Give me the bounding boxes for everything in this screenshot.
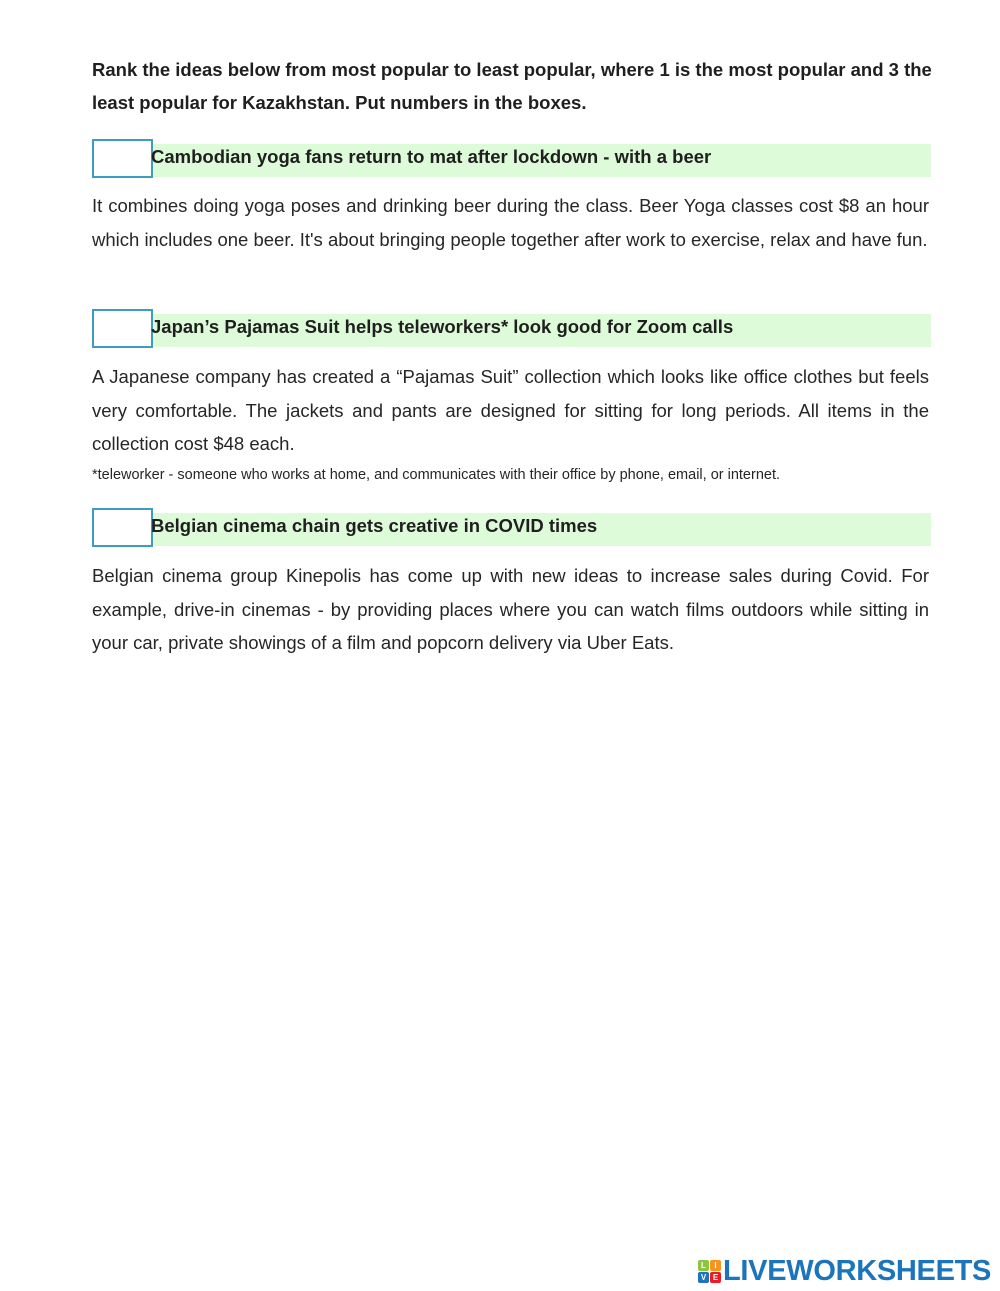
logo-block-l: L <box>698 1260 709 1271</box>
rank-answer-box-2[interactable] <box>92 309 153 348</box>
headline-row-3 <box>92 513 931 546</box>
article-text-3: Belgian cinema group Kinepolis has come up with new ideas to increase sales during Covid. For example, drive-in cinemas - by providing places where you can watch films outdoors while sitting in your car, private showings of a film and popcorn delivery via Uber Eats. <box>92 565 929 653</box>
headline-3: Belgian cinema chain gets creative in COVID times <box>151 515 598 536</box>
rank-answer-box-1[interactable] <box>92 139 153 178</box>
logo-block-e: E <box>710 1272 721 1283</box>
logo-block-i: I <box>710 1260 721 1271</box>
article-text-2: A Japanese company has created a “Pajamas Suit” collection which looks like office clothes but feels very comfortable. The jackets and pants are designed for sitting for long periods. All items in the collection cost $48 each. <box>92 366 929 454</box>
article-text-1: It combines doing yoga poses and drinking beer during the class. Beer Yoga classes cost $8 an hour which includes one beer. It's about bringing people together after work to exercise, relax and have fun. <box>92 195 929 250</box>
headline-1: Cambodian yoga fans return to mat after lockdown - with a beer <box>151 146 712 167</box>
rank-answer-box-3[interactable] <box>92 508 153 547</box>
logo-blocks-icon <box>698 1260 721 1283</box>
headline-row-2 <box>92 314 931 347</box>
footnote: *teleworker - someone who works at home, and communicates with their office by phone, email, or internet. <box>92 467 781 483</box>
logo-text: LIVEWORKSHEETS <box>723 1254 992 1287</box>
instructions: Rank the ideas below from most popular to least popular, where 1 is the most popular and 3 the least popular for Kazakhstan. Put numbers in the boxes. <box>92 59 932 113</box>
headline-2: Japan’s Pajamas Suit helps teleworkers* look good for Zoom calls <box>151 316 734 337</box>
liveworksheets-logo <box>698 1254 991 1288</box>
logo-block-v: V <box>698 1272 709 1283</box>
headline-row-1 <box>92 144 931 177</box>
